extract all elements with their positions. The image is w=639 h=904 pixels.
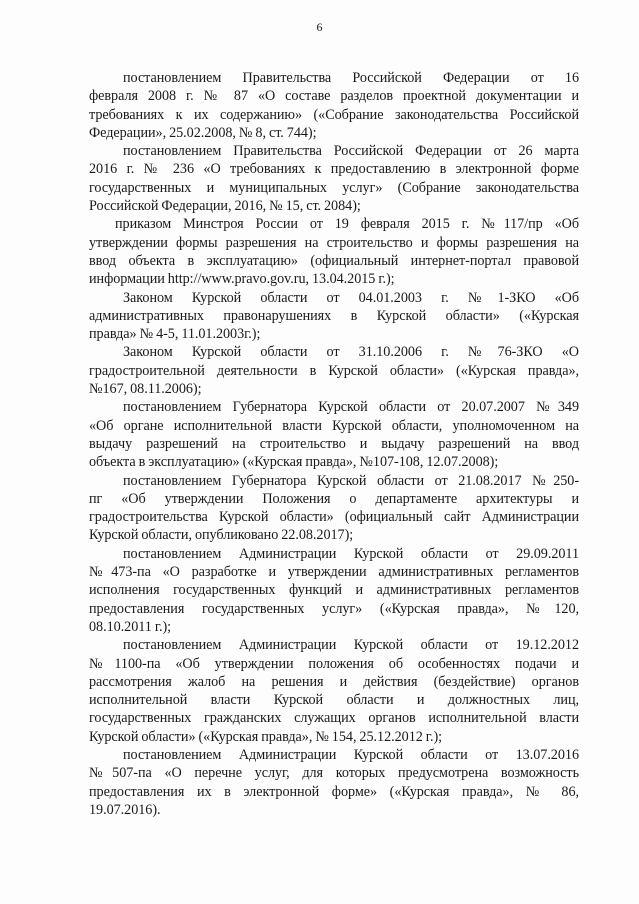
paragraph-line: предоставления государственных услуг» («Курская правда», №120, xyxy=(89,600,579,617)
paragraph xyxy=(89,142,579,215)
paragraph-line: №473-па «О разработке и утверждении административных регламентов xyxy=(89,564,579,581)
paragraph-line: государственных и муниципальных услуг» (Собрание законодательства xyxy=(89,179,579,196)
paragraph-line: постановлением Администрации Курской области от 13.07.2016 xyxy=(123,746,579,763)
paragraph xyxy=(89,746,579,819)
paragraph-line: февраля 2008 г. № 87 «О составе разделов проектной документации и xyxy=(89,88,579,105)
paragraph-line: №167, 08.11.2006); xyxy=(89,381,202,398)
paragraph-line: исполнительной власти Курской области и должностных лиц, xyxy=(89,692,579,709)
paragraph-line: требованиях к их содержанию» («Собрание законодательства Российской xyxy=(89,106,579,123)
paragraph-line: №1100-па «Об утверждении положения об особенностях подачи и xyxy=(89,655,579,672)
paragraph-line: Курской области, опубликовано 22.08.2017); xyxy=(89,527,354,544)
paragraph xyxy=(89,215,579,288)
paragraph-line: административных правонарушениях в Курской области» («Курская xyxy=(89,307,579,324)
paragraph-line: Законом Курской области от 31.10.2006 г. №76-ЗКО «О xyxy=(123,344,579,361)
paragraph-line: Законом Курской области от 04.01.2003 г. №1-ЗКО «Об xyxy=(123,289,579,306)
paragraph-line: постановлением Администрации Курской области от 19.12.2012 xyxy=(123,637,579,654)
paragraph-line: выдачу разрешений на строительство и выдачу разрешений на ввод xyxy=(89,435,579,452)
paragraph-line: информации http://www.pravo.gov.ru, 13.04.2015 г.); xyxy=(89,271,395,288)
paragraph-line: Российской Федерации, 2016, № 15, ст. 2084); xyxy=(89,198,361,215)
paragraph xyxy=(89,69,579,142)
paragraph xyxy=(89,472,579,545)
paragraph-line: утверждении формы разрешения на строительство и формы разрешения на xyxy=(89,234,579,251)
paragraph xyxy=(89,545,579,636)
paragraph xyxy=(89,343,579,398)
paragraph-line: №507-па «О перечне услуг, для которых предусмотрена возможность xyxy=(89,765,579,782)
paragraph-line: постановлением Губернатора Курской области от 21.08.2017 №250- xyxy=(123,472,579,489)
paragraph xyxy=(89,398,579,471)
paragraph-line: предоставления их в электронной форме» («Курская правда», № 86, xyxy=(89,783,579,800)
paragraph-line: правда» № 4-5, 11.01.2003г.); xyxy=(89,326,261,343)
paragraph-line: объекта в эксплуатацию» («Курская правда», №107-108, 12.07.2008); xyxy=(89,454,499,471)
paragraph-line: Курской области» («Курская правда», № 154, 25.12.2012 г.); xyxy=(89,728,443,745)
paragraph-line: 08.10.2011 г.); xyxy=(89,618,172,635)
paragraph-line: градостроительной деятельности в Курской области» («Курская правда», xyxy=(89,362,579,379)
paragraph-line: приказом Минстроя России от 19 февраля 2015 г. №117/пр «Об xyxy=(115,216,579,233)
paragraph-line: 19.07.2016). xyxy=(89,801,161,818)
paragraph xyxy=(89,289,579,344)
paragraph-line: ввод объекта в эксплуатацию» (официальный интернет-портал правовой xyxy=(89,252,579,269)
page-number: 6 xyxy=(316,20,323,34)
paragraph-line: постановлением Правительства Российской Федерации от 26 марта xyxy=(123,143,579,160)
paragraph-line: постановлением Администрации Курской области от 29.09.2011 xyxy=(123,545,579,562)
paragraph-line: 2016 г. № 236 «О требованиях к предоставлению в электронной форме xyxy=(89,161,579,178)
paragraph-line: постановлением Губернатора Курской области от 20.07.2007 №349 xyxy=(123,399,579,416)
paragraph-line: «Об органе исполнительной власти Курской области, уполномоченном на xyxy=(89,417,579,434)
paragraph-line: градостроительства Курской области» (официальный сайт Администрации xyxy=(89,509,579,526)
paragraph-line: Федерации», 25.02.2008, № 8, ст. 744); xyxy=(89,124,317,141)
paragraph-line: государственных гражданских служащих органов исполнительной власти xyxy=(89,710,579,727)
paragraph-line: исполнения государственных функций и административных регламентов xyxy=(89,582,579,599)
paragraph-line: постановлением Правительства Российской Федерации от 16 xyxy=(123,70,579,86)
document-body xyxy=(89,69,579,819)
paragraph-line: пг «Об утверждении Положения о департаменте архитектуры и xyxy=(89,490,579,507)
paragraph xyxy=(89,636,579,746)
paragraph-line: рассмотрения жалоб на решения и действия (бездействие) органов xyxy=(89,673,579,690)
